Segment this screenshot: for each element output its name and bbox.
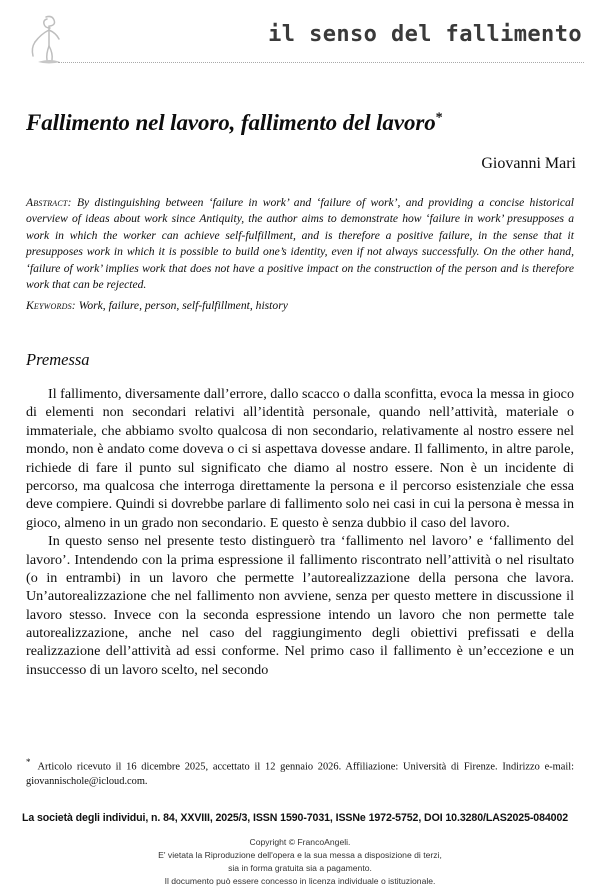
copyright-line-4: Il documento può essere concesso in licenza individuale o istituzionale. bbox=[164, 876, 436, 887]
author-name: Giovanni Mari bbox=[481, 155, 576, 172]
masthead-dotted-rule bbox=[58, 62, 584, 63]
abstract-label: Abstract: bbox=[26, 196, 72, 209]
body-paragraph-1: Il fallimento, diversamente dall’errore, dallo scacco o dalla sconfitta, evoca la messa in gioco di elementi non secondari relativi all’identità personale, quando nell’attività, materiale o immateriale, che abbiamo svolto qualcosa di non secondario, relativamente al nostro essere nel mondo, non è andato come doveva o ci si aspettava dovesse andare. Il fallimento, in altre parole, richiede di fare il punto sul significato che diamo al nostro essere. Non è un incidente di percorso, ma qualcosa che interroga direttamente la persona e il percorso esistenziale che essa deve compiere. Quindi si dovrebbe parlare di fallimento solo nei casi in cui la persona è messa in gioco, almeno in un grado non secondario. E questo è senza dubbio il caso del lavoro. bbox=[26, 386, 574, 531]
title-footnote-mark: * bbox=[435, 110, 443, 126]
copyright-line-1: Copyright © FrancoAngeli. bbox=[249, 837, 351, 847]
keywords-block bbox=[26, 298, 574, 314]
abstract-text: By distinguishing between ‘failure in work’ and ‘failure of work’, and providing a concise historical overview of ideas about work since Antiquity, the author aims to demonstrate how ‘failure in work’ presupposes a work in which the worker can achieve self-fulfillment, and is therefore a positive failure, in the sense that it presupposes work in which it is possible to build one’s identity, even if not always successfully. On the other hand, ‘failure of work’ implies work that does not have a positive impact on the construction of the person and is therefore work that can be rejected. bbox=[26, 196, 574, 292]
page-title-text: Fallimento nel lavoro, fallimento del lavoro bbox=[26, 110, 436, 135]
footnote-mark: * bbox=[26, 757, 31, 767]
copyright-line-2: E' vietata la Riproduzione dell'opera e la sua messa a disposizione di terzi, bbox=[158, 850, 442, 861]
masthead bbox=[0, 0, 600, 80]
section-heading-premessa: Premessa bbox=[26, 350, 90, 369]
footnote-text: Articolo ricevuto il 16 dicembre 2025, accettato il 12 gennaio 2026. Affiliazione: Università di Firenze. Indirizzo e-mail: giovannischole@icloud.com. bbox=[26, 761, 574, 787]
masthead-title: il senso del fallimento bbox=[268, 22, 582, 47]
page-title bbox=[26, 110, 574, 136]
copyright-line-3: sia in forma gratuita sia a pagamento. bbox=[228, 863, 372, 874]
footnote bbox=[26, 756, 574, 789]
keywords-text: Work, failure, person, self-fulfillment, history bbox=[75, 299, 288, 312]
copyright-block bbox=[0, 836, 600, 888]
keywords-label: Keywords: bbox=[26, 299, 76, 312]
abstract-block bbox=[26, 195, 574, 294]
journal-citation-line: La società degli individui, n. 84, XXVIII, 2025/3, ISSN 1590-7031, ISSNe 1972-5752, DOI 10.3280/LAS2025-084002 bbox=[22, 812, 569, 824]
body-paragraph-2: In questo senso nel presente testo distinguerò tra ‘fallimento nel lavoro’ e ‘fallimento del lavoro’. Intendendo con la prima espressione il fallimento riscontrato nell’attività o nel risultato (o in entrambi) in un lavoro che permette l’autorealizzazione della persona che lavora. Un’autorealizzazione che nel fallimento non avviene, senza per questo mettere in discussione il lavoro stesso. Invece con la seconda espressione intendo un lavoro che non permette tale autorealizzazione, anche nel caso del raggiungimento degli obiettivi prefissati e della realizzazione dell’attività ad essi conforme. Nel primo caso il fallimento è un’eccezione e un insuccesso di un lavoro scelto, nel secondo bbox=[26, 533, 574, 678]
body-text bbox=[26, 385, 574, 679]
